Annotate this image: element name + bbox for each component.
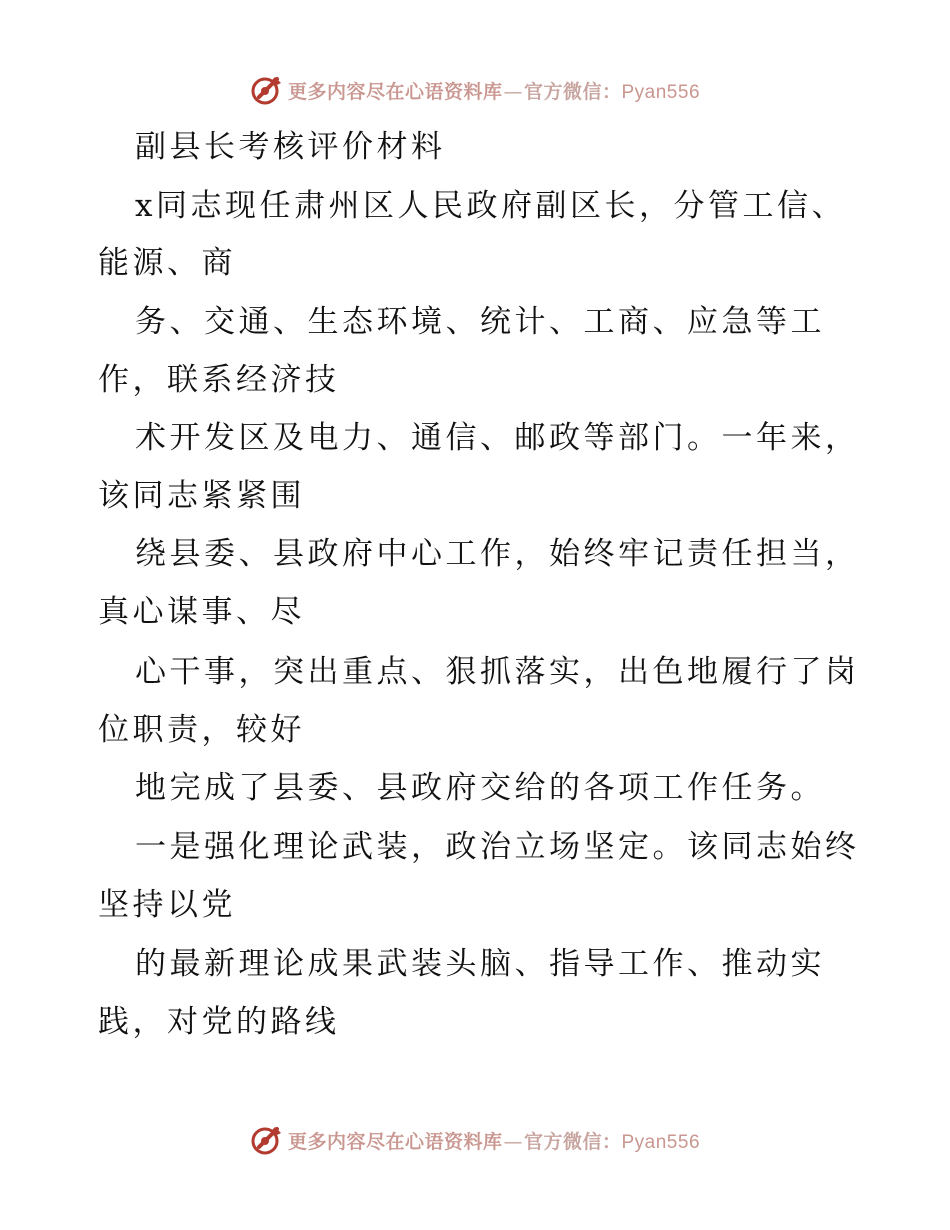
banner-dash: — bbox=[503, 1130, 523, 1153]
text-line: 一是强化理论武装，政治立场坚定。该同志始终 bbox=[135, 829, 860, 865]
banner-wechat-id: Pyan556 bbox=[621, 1131, 701, 1153]
banner-subtitle: 官方微信： bbox=[523, 80, 622, 103]
document-title: 副县长考核评价材料 bbox=[135, 129, 446, 165]
text-line: 的最新理论成果武装头脑、指导工作、推动实 bbox=[135, 946, 825, 982]
text-line: 务、交通、生态环境、统计、工商、应急等工 bbox=[135, 304, 825, 340]
footer-banner bbox=[0, 1120, 950, 1160]
text-line: 术开发区及电力、通信、邮政等部门。一年来， bbox=[135, 420, 860, 456]
banner-title: 更多内容尽在心语资料库 bbox=[287, 1130, 503, 1153]
text-line: 真心谋事、尽 bbox=[98, 594, 305, 630]
text-line: 该同志紧紧围 bbox=[98, 478, 305, 514]
text-line: 位职责，较好 bbox=[98, 712, 305, 748]
banner-subtitle: 官方微信： bbox=[523, 1130, 622, 1153]
text-line: x同志现任肃州区人民政府副区长，分管工信、 bbox=[135, 188, 846, 224]
banner-title: 更多内容尽在心语资料库 bbox=[287, 80, 503, 103]
pen-logo-icon bbox=[250, 1123, 284, 1157]
text-line: 地完成了县委、县政府交给的各项工作任务。 bbox=[135, 770, 825, 806]
text-line: 坚持以党 bbox=[98, 887, 236, 923]
text-line: 能源、商 bbox=[98, 245, 236, 281]
text-line: 践，对党的路线 bbox=[98, 1004, 340, 1040]
banner-dash: — bbox=[503, 80, 523, 103]
text-line: 绕县委、县政府中心工作，始终牢记责任担当， bbox=[135, 536, 860, 572]
banner-wechat-id: Pyan556 bbox=[621, 81, 701, 103]
text-line: 作，联系经济技 bbox=[98, 362, 340, 398]
text-line: 心干事，突出重点、狠抓落实，出色地履行了岗 bbox=[135, 654, 860, 690]
